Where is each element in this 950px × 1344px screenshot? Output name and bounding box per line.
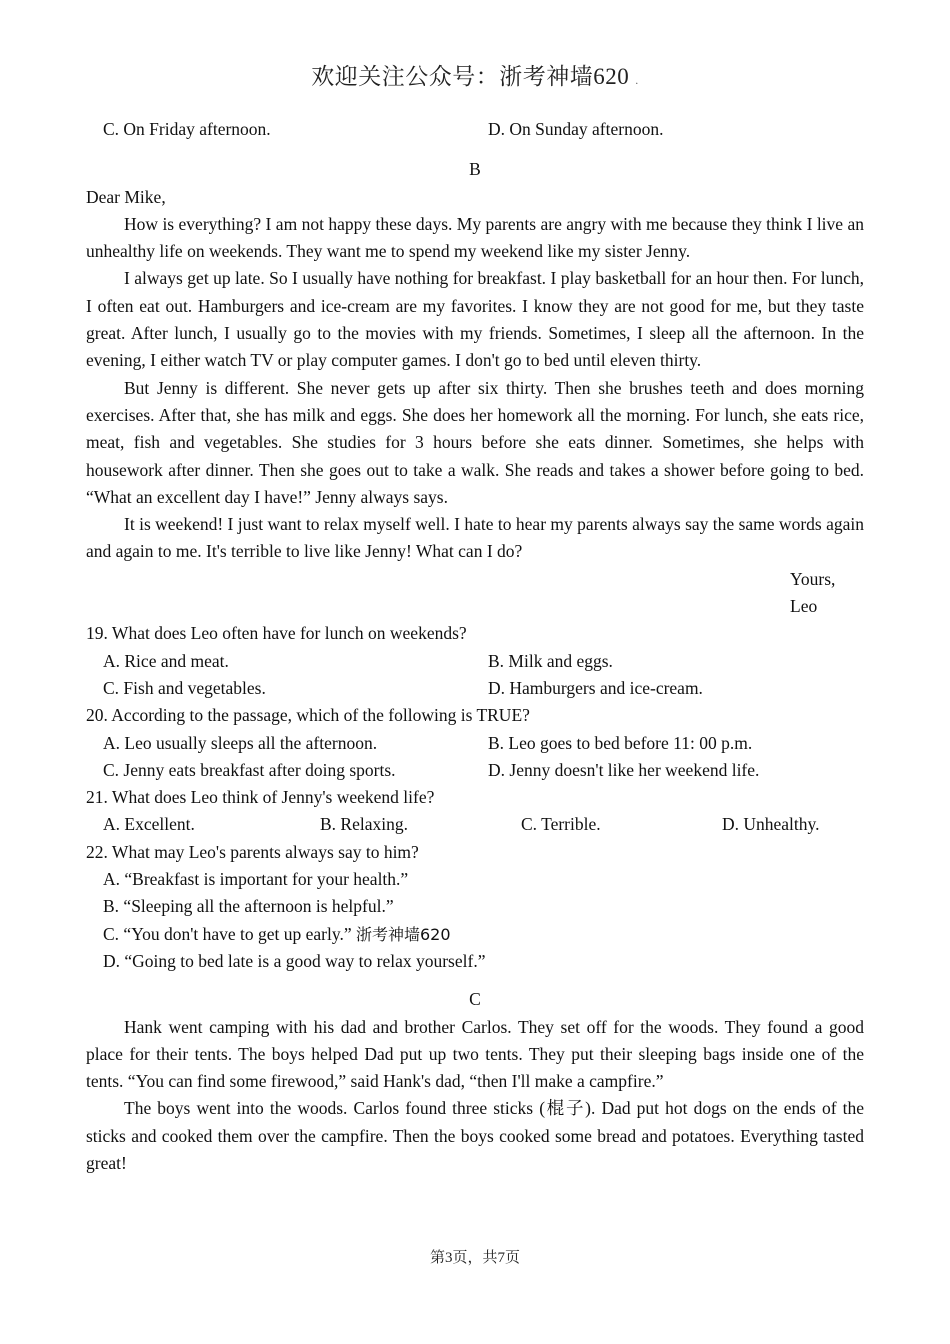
letter-paragraph: But Jenny is different. She never gets up after six thirty. Then she brushes teeth and does morning exercises. After that, she has milk and eggs. She does her homework all the morning. For lunch, she eats rice, meat, fish and vegetables. She studies for 3 hours before she eats dinner. Sometimes, she helps with housework after dinner. Then she goes out to take a walk. She reads and takes a shower before going to bed. “What an excellent day I have!” Jenny always says. [86, 377, 864, 507]
letter-closing: Yours, [790, 568, 836, 589]
passage-paragraph: Hank went camping with his dad and brother Carlos. They set off for the woods. They found a good place for their tents. The boys helped Dad put up two tents. They put their sleeping bags inside one of the tents. “You can find some firewood,” said Hank's dad, “then I'll make a campfire.” [86, 1016, 864, 1092]
watermark-text: 浙考神墙620 [355, 924, 451, 944]
question-20: 20. According to the passage, which of the following is TRUE? [86, 705, 530, 726]
option-a: A. “Breakfast is important for your health.” [103, 869, 409, 890]
option-a: A. Leo usually sleeps all the afternoon. [103, 732, 378, 753]
option-c: C. Terrible. [521, 814, 601, 835]
option-c: C. On Friday afternoon. [103, 119, 271, 139]
question-22: 22. What may Leo's parents always say to him? [86, 841, 419, 862]
option-b: B. “Sleeping all the afternoon is helpful.” [103, 896, 394, 917]
question-19-options-row2 [86, 675, 864, 702]
page-content [86, 116, 864, 1177]
letter-signature: Leo [790, 596, 818, 617]
question-19-options-row1 [86, 648, 864, 675]
question-21-options-row [86, 811, 864, 838]
section-b-label: B [469, 159, 481, 180]
option-d: D. Unhealthy. [722, 814, 820, 835]
option-a: A. Excellent. [103, 814, 195, 835]
question-19: 19. What does Leo often have for lunch on weekends? [86, 623, 467, 644]
option-b: B. Leo goes to bed before 11: 00 p.m. [488, 732, 753, 753]
option-d: D. Jenny doesn't like her weekend life. [488, 759, 760, 780]
letter-paragraph: It is weekend! I just want to relax myself well. I hate to hear my parents always say the same words again and again to me. It's terrible to live like Jenny! What can I do? [86, 514, 864, 562]
letter-greeting: Dear Mike, [86, 186, 166, 207]
option-c-line [86, 921, 864, 948]
option-d: D. “Going to bed late is a good way to relax yourself.” [103, 950, 486, 971]
passage-paragraph: The boys went into the woods. Carlos found three sticks (棍子). Dad put hot dogs on the ends of the sticks and cooked them over the campfire. Then the boys cooked some bread and potatoes. Everything tasted great! [86, 1098, 864, 1173]
letter-paragraph: I always get up late. So I usually have nothing for breakfast. I play basketball for an hour then. For lunch, I often eat out. Hamburgers and ice-cream are my favorites. I know they are not good for me, but they taste great. After lunch, I usually go to the movies with my friends. Sometimes, I sleep all the afternoon. In the evening, I either watch TV or play computer games. I don't go to bed until eleven thirty. [86, 268, 864, 371]
header-dot: . [635, 73, 639, 87]
option-b: B. Milk and eggs. [488, 650, 613, 671]
page-footer: 第3页，共7页 [429, 1250, 520, 1266]
section-c-label: C [469, 989, 481, 1010]
page-header [0, 58, 950, 91]
option-a: A. Rice and meat. [103, 650, 229, 671]
option-c: C. Fish and vegetables. [103, 677, 266, 698]
question-20-options-row2 [86, 757, 864, 784]
option-b: B. Relaxing. [320, 814, 408, 835]
option-d: D. Hamburgers and ice-cream. [488, 677, 703, 698]
question-20-options-row1 [86, 730, 864, 757]
option-c: C. Jenny eats breakfast after doing sports. [103, 759, 396, 780]
header-title: 欢迎关注公众号：浙考神墙620 [311, 64, 630, 89]
letter-paragraph: How is everything? I am not happy these days. My parents are angry with me because they think I live an unhealthy life on weekends. They want me to spend my weekend like my sister Jenny. [86, 213, 864, 262]
option-d: D. On Sunday afternoon. [488, 119, 664, 139]
top-options-row [86, 116, 864, 143]
option-c: C. “You don't have to get up early.” [103, 923, 352, 944]
question-21: 21. What does Leo think of Jenny's weekend life? [86, 787, 435, 808]
